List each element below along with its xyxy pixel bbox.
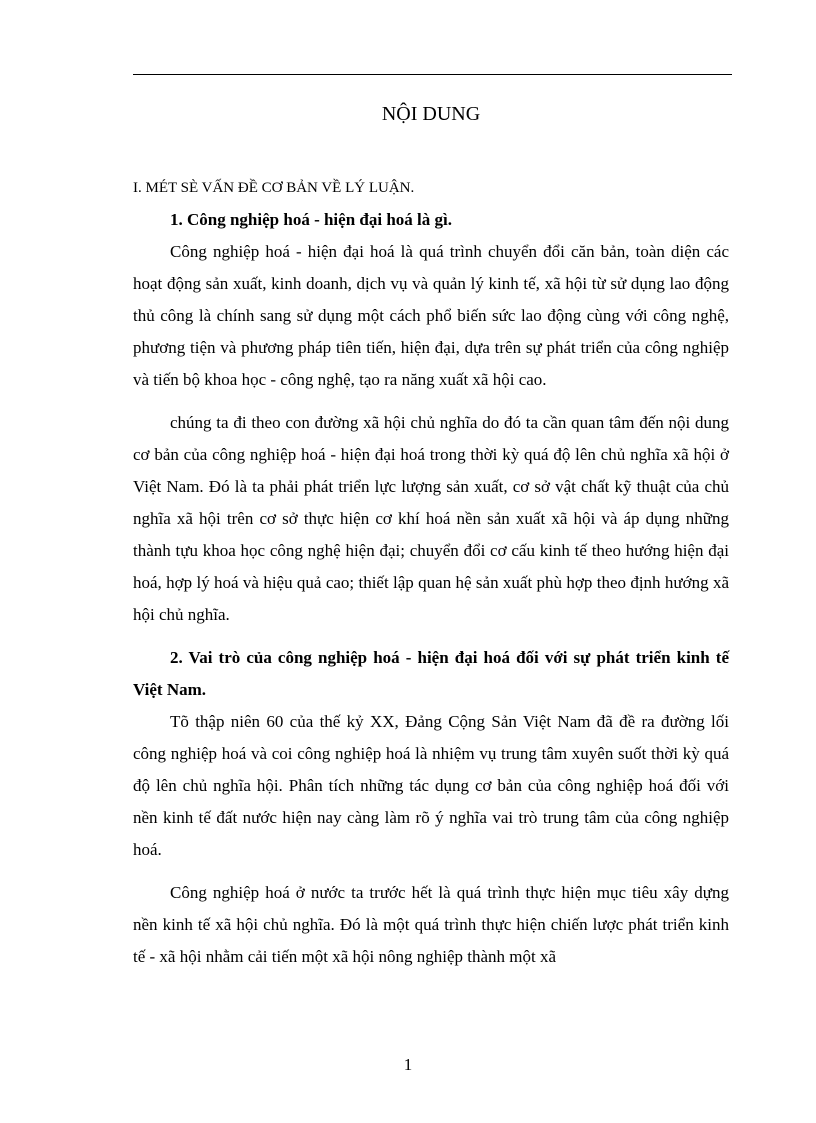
subsection-2-paragraph-2: Công nghiệp hoá ở nước ta trước hết là quá trình thực hiện mục tiêu xây dựng nền kinh tế xã hội chủ nghĩa. Đó là một quá trình thực hiện chiến lược phát triển kinh tế - xã hội nhằm cải tiến một xã hội nông nghiệp thành một xã <box>133 883 729 966</box>
page-number: 1 <box>403 1055 413 1074</box>
page-title: NỘI DUNG <box>381 103 481 125</box>
subsection-1-paragraph-2: chúng ta đi theo con đường xã hội chủ nghĩa do đó ta cần quan tâm đến nội dung cơ bản của công nghiệp hoá - hiện đại hoá trong thời kỳ quá độ lên chủ nghĩa xã hội ở Việt Nam. Đó là ta phải phát triển lực lượng sản xuất, cơ sở vật chất kỹ thuật của chủ nghĩa xã hội trên cơ sở thực hiện cơ khí hoá nền sản xuất xã hội và áp dụng những thành tựu khoa học công nghệ hiện đại; chuyển đổi cơ cấu kinh tế theo hướng hiện đại hoá, hợp lý hoá và hiệu quả cao; thiết lập quan hệ sản xuất phù hợp theo định hướng xã hội chủ nghĩa. <box>133 413 729 624</box>
subsection-1-paragraph-1: Công nghiệp hoá - hiện đại hoá là quá trình chuyển đổi căn bản, toàn diện các hoạt động sản xuất, kinh doanh, dịch vụ và quản lý kinh tế, xã hội từ sử dụng lao động thủ công là chính sang sử dụng một cách phổ biến sức lao động cùng với công nghệ, phương tiện và phương pháp tiên tiến, hiện đại, dựa trên sự phát triển của công nghiệp và tiến bộ khoa học - công nghệ, tạo ra năng xuất xã hội cao. <box>133 242 729 389</box>
subsection-1-heading: 1. Công nghiệp hoá - hiện đại hoá là gì. <box>170 210 452 229</box>
subsection-2-heading: 2. Vai trò của công nghiệp hoá - hiện đại hoá đối với sự phát triển kinh tế Việt Nam. <box>133 648 729 699</box>
subsection-2-paragraph-1: Tõ thập niên 60 của thế kỷ XX, Đảng Cộng Sản Việt Nam đã đề ra đường lối công nghiệp hoá và coi công nghiệp hoá là nhiệm vụ trung tâm xuyên suốt thời kỳ quá độ lên chủ nghĩa hội. Phân tích những tác dụng cơ bản của công nghiệp hoá đối với nền kinh tế đất nước hiện nay càng làm rõ ý nghĩa vai trò trung tâm của công nghiệp hoá. <box>133 712 729 859</box>
section-heading: I. MÉT SÈ VẤN ĐỀ CƠ BẢN VỀ LÝ LUẬN. <box>133 180 415 196</box>
header-rule <box>133 74 732 75</box>
document-body <box>133 98 729 984</box>
